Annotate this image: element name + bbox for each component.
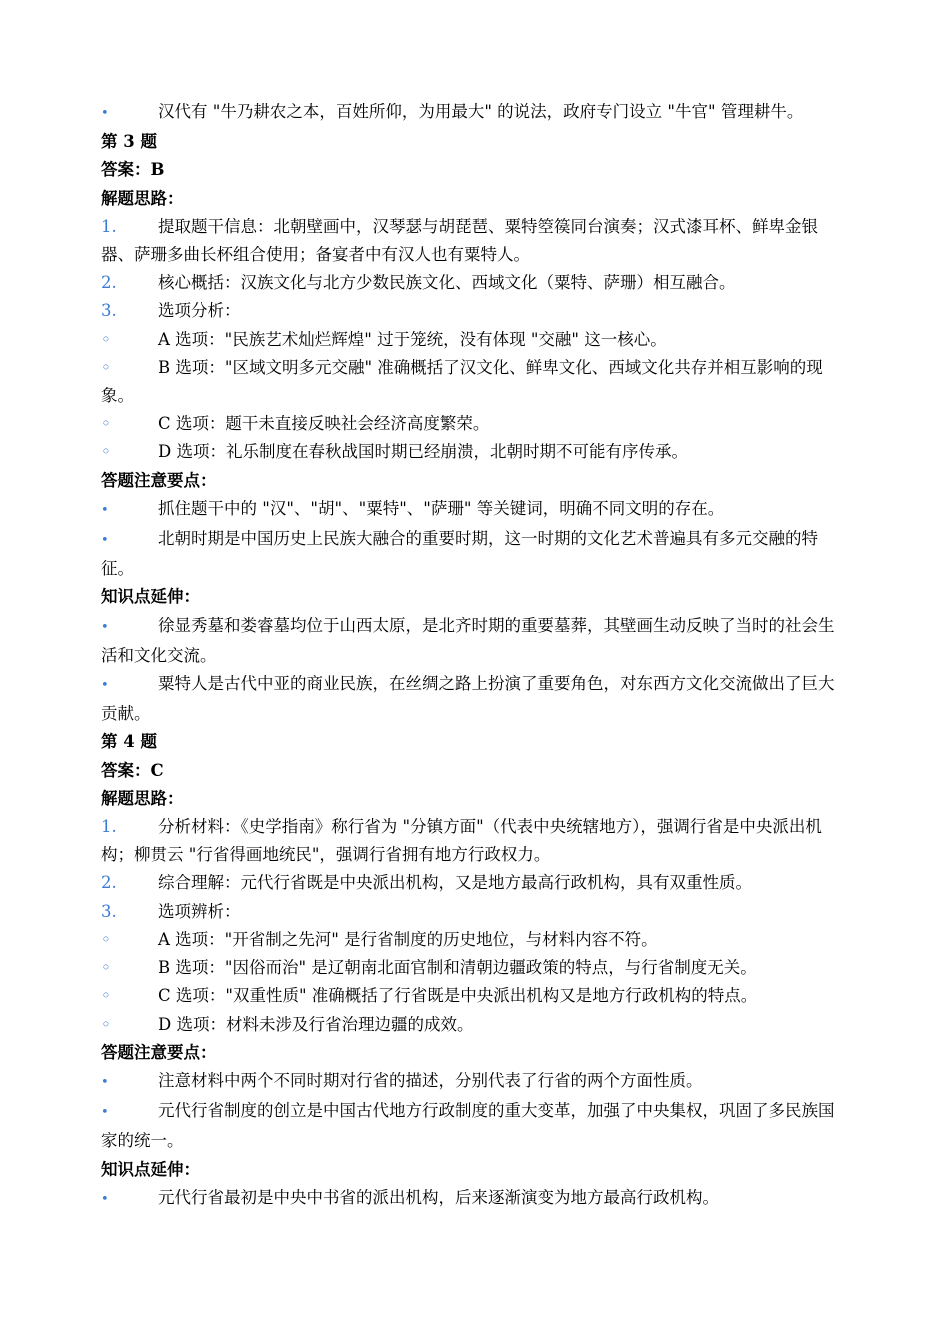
hollow-bullet-icon: ◦ [101, 986, 111, 1006]
list-item-text: 抓住题干中的 "汉"、"胡"、"粟特"、"萨珊" 等关键词，明确不同文明的存在。 [158, 498, 725, 518]
list-number: 3. [101, 901, 117, 921]
list-item-text: 综合理解：元代行省既是中央派出机构，又是地方最高行政机构，具有双重性质。 [158, 873, 752, 893]
bullet-list-item [101, 612, 841, 670]
document-page [101, 98, 841, 1214]
section-heading: 答案：C [101, 760, 164, 780]
numbered-list-item [101, 213, 841, 269]
sub-list-item [101, 1011, 841, 1039]
bullet-icon: • [101, 678, 109, 694]
hollow-bullet-icon: ◦ [101, 357, 111, 377]
hollow-bullet-icon: ◦ [101, 414, 111, 434]
list-number: 1. [101, 216, 117, 236]
list-item-text: 元代行省最初是中央中书省的派出机构，后来逐渐演变为地方最高行政机构。 [158, 1187, 719, 1207]
list-item-text: A 选项："开省制之先河" 是行省制度的历史地位，与材料内容不符。 [158, 929, 658, 949]
list-item-text: A 选项："民族艺术灿烂辉煌" 过于笼统，没有体现 "交融" 这一核心。 [158, 329, 667, 349]
section-heading: 知识点延伸： [101, 587, 200, 607]
bullet-icon: • [101, 1074, 109, 1090]
sub-list-item [101, 410, 841, 438]
list-number: 3. [101, 301, 117, 321]
sub-list-item [101, 438, 841, 466]
bullet-list-item [101, 525, 841, 583]
sub-list-item [101, 954, 841, 982]
list-item-text: 注意材料中两个不同时期对行省的描述，分别代表了行省的两个方面性质。 [158, 1070, 703, 1090]
bullet-icon: • [101, 502, 109, 518]
bullet-icon: • [101, 619, 109, 635]
list-item-text: 徐显秀墓和娄睿墓均位于山西太原，是北齐时期的重要墓葬，其壁画生动反映了当时的社会生活和文化交流。 [101, 615, 835, 665]
list-item-text: 提取题干信息：北朝壁画中，汉琴瑟与胡琵琶、粟特箜篌同台演奏；汉式漆耳杯、鲜卑金银器、萨珊多曲长杯组合使用；备宴者中有汉人也有粟特人。 [101, 216, 818, 265]
list-item-text: 北朝时期是中国历史上民族大融合的重要时期，这一时期的文化艺术普遍具有多元交融的特征。 [101, 529, 818, 579]
bullet-list-item [101, 670, 841, 728]
hollow-bullet-icon: ◦ [101, 329, 111, 349]
hollow-bullet-icon: ◦ [101, 1014, 111, 1034]
list-item-text: 元代行省制度的创立是中国古代地方行政制度的重大变革，加强了中央集权，巩固了多民族国家的统一。 [101, 1101, 835, 1151]
section-heading: 解题思路： [101, 788, 184, 808]
bullet-list-item [101, 495, 841, 525]
numbered-list-item [101, 813, 841, 869]
list-item-text: 选项分析： [158, 301, 241, 321]
numbered-list-item [101, 898, 841, 926]
numbered-list-item [101, 297, 841, 325]
list-item-text: 汉代有 "牛乃耕农之本，百姓所仰，为用最大" 的说法，政府专门设立 "牛官" 管理耕牛。 [158, 102, 804, 121]
list-item-text: C 选项："双重性质" 准确概括了行省既是中央派出机构又是地方行政机构的特点。 [158, 986, 758, 1006]
list-item-text: D 选项：礼乐制度在春秋战国时期已经崩溃，北朝时期不可能有序传承。 [158, 442, 688, 462]
bullet-list-item [101, 1184, 841, 1214]
numbered-list-item [101, 869, 841, 897]
sub-list-item [101, 982, 841, 1010]
list-item-text: 核心概括：汉族文化与北方少数民族文化、西域文化（粟特、萨珊）相互融合。 [158, 273, 736, 293]
bullet-icon: • [101, 1191, 109, 1207]
list-number: 2. [101, 873, 117, 893]
sub-list-item [101, 354, 841, 410]
section-heading: 答题注意要点： [101, 470, 217, 490]
bullet-icon: • [101, 1105, 109, 1121]
list-item-text: 粟特人是古代中亚的商业民族，在丝绸之路上扮演了重要角色，对东西方文化交流做出了巨大贡献。 [101, 674, 835, 724]
hollow-bullet-icon: ◦ [101, 929, 111, 949]
section-heading: 知识点延伸： [101, 1159, 200, 1179]
list-item-text: C 选项：题干未直接反映社会经济高度繁荣。 [158, 414, 490, 434]
bullet-icon: • [101, 106, 109, 121]
sub-list-item [101, 326, 841, 354]
section-heading: 第 4 题 [101, 732, 157, 752]
list-item-text: 分析材料：《史学指南》称行省为 "分镇方面"（代表中央统辖地方），强调行省是中央派出机构；柳贯云 "行省得画地统民"，强调行省拥有地方行政权力。 [101, 817, 822, 865]
sub-list-item [101, 926, 841, 954]
list-number: 1. [101, 817, 117, 837]
hollow-bullet-icon: ◦ [101, 442, 111, 462]
bullet-list-item [101, 1067, 841, 1097]
list-item-text: D 选项：材料未涉及行省治理边疆的成效。 [158, 1014, 474, 1034]
bullet-list-item [101, 1097, 841, 1155]
section-heading: 答案：B [101, 160, 165, 180]
list-item-text: B 选项："因俗而治" 是辽朝南北面官制和清朝边疆政策的特点，与行省制度无关。 [158, 958, 757, 978]
section-heading: 答题注意要点： [101, 1042, 217, 1062]
list-number: 2. [101, 273, 117, 293]
list-item-text: B 选项："区域文明多元交融" 准确概括了汉文化、鲜卑文化、西域文化共存并相互影响的现象。 [101, 357, 823, 406]
section-heading: 第 3 题 [101, 132, 157, 152]
section-heading: 解题思路： [101, 188, 184, 208]
list-item-text: 选项辨析： [158, 901, 241, 921]
hollow-bullet-icon: ◦ [101, 958, 111, 978]
bullet-list-item [101, 98, 841, 128]
bullet-icon: • [101, 533, 109, 549]
numbered-list-item [101, 269, 841, 297]
